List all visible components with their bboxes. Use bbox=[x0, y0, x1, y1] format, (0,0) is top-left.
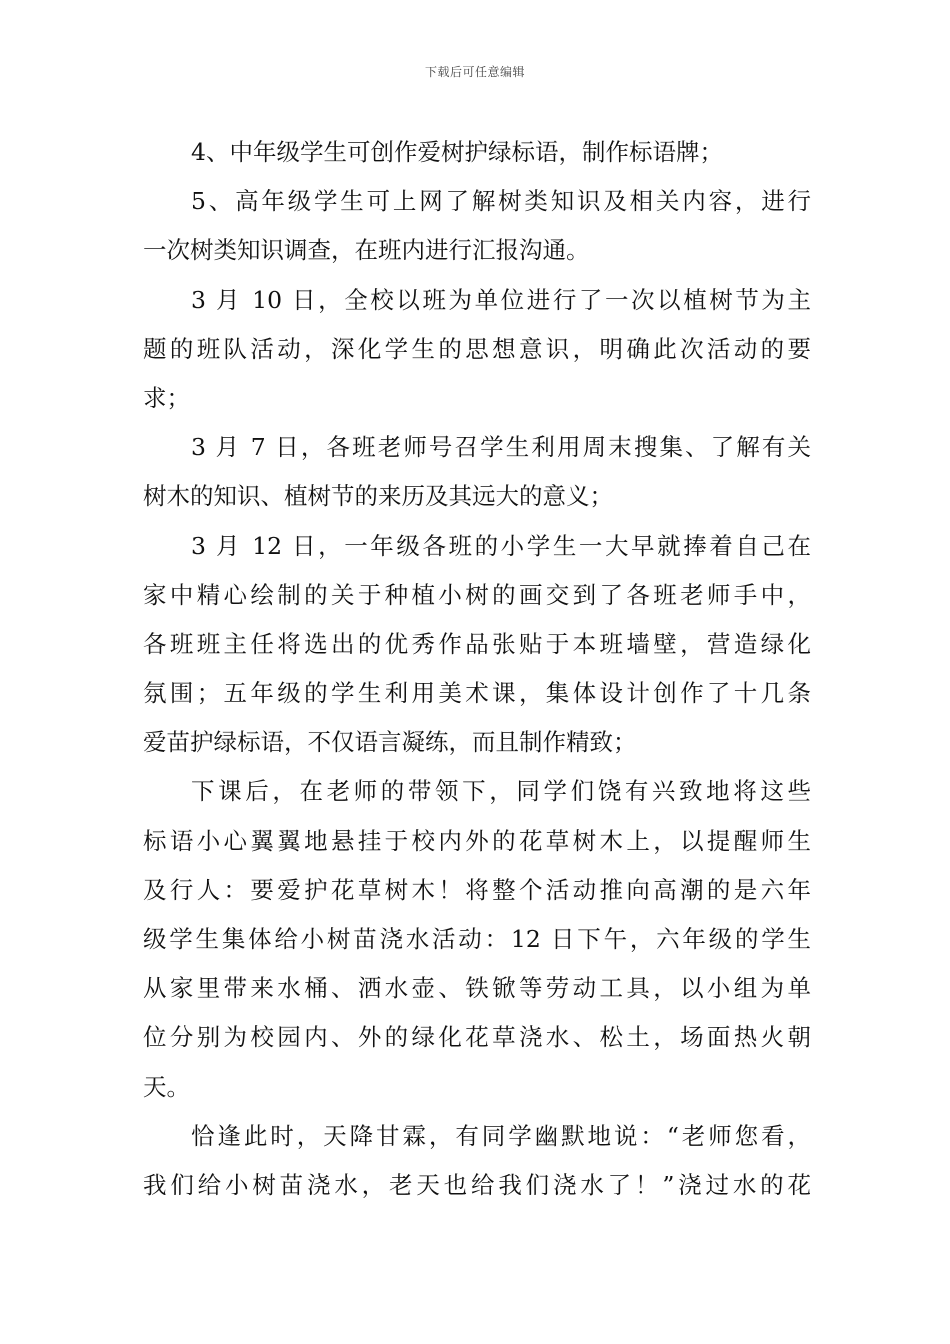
text-line: 爱苗护绿标语，不仅语言凝练，而且制作精致； bbox=[143, 728, 637, 757]
text-line: 位分别为校园内、外的绿化花草浇水、松土，场面热火朝 bbox=[143, 1023, 811, 1052]
text-line: 3 月 7 日，各班老师号召学生利用周末搜集、了解有关 bbox=[191, 433, 811, 462]
text-line: 恰逢此时，天降甘霖，有同学幽默地说：“老师您看， bbox=[191, 1121, 811, 1150]
text-line: 5、高年级学生可上网了解树类知识及相关内容，进行 bbox=[191, 187, 811, 216]
body-text bbox=[143, 128, 811, 1210]
text-line: 标语小心翼翼地悬挂于校内外的花草树木上，以提醒师生 bbox=[143, 826, 811, 855]
text-line: 3 月 10 日，全校以班为单位进行了一次以植树节为主 bbox=[191, 285, 811, 314]
text-line: 下课后，在老师的带领下，同学们饶有兴致地将这些 bbox=[191, 777, 811, 806]
text-line: 树木的知识、植树节的来历及其远大的意义； bbox=[143, 482, 613, 511]
text-line: 天。 bbox=[143, 1072, 190, 1101]
text-line: 我们给小树苗浇水，老天也给我们浇水了！”浇过水的花 bbox=[143, 1170, 811, 1199]
text-line: 从家里带来水桶、洒水壶、铁锨等劳动工具，以小组为单 bbox=[143, 974, 811, 1003]
page-header-note: 下载后可任意编辑 bbox=[424, 65, 525, 79]
text-line: 及行人：要爱护花草树木！将整个活动推向高潮的是六年 bbox=[143, 875, 811, 904]
text-line: 题的班队活动，深化学生的思想意识，明确此次活动的要 bbox=[143, 334, 811, 363]
text-line: 求； bbox=[143, 383, 190, 412]
text-line: 3 月 12 日，一年级各班的小学生一大早就捧着自己在 bbox=[191, 531, 811, 560]
text-line: 氛围；五年级的学生利用美术课，集体设计创作了十几条 bbox=[143, 679, 811, 708]
text-line: 4、中年级学生可创作爱树护绿标语，制作标语牌； bbox=[191, 138, 723, 166]
text-line: 级学生集体给小树苗浇水活动：12 日下午，六年级的学生 bbox=[143, 925, 811, 953]
text-line: 各班班主任将选出的优秀作品张贴于本班墙壁，营造绿化 bbox=[143, 629, 811, 658]
text-line: 一次树类知识调查，在班内进行汇报沟通。 bbox=[143, 236, 590, 265]
text-line: 家中精心绘制的关于种植小树的画交到了各班老师手中， bbox=[143, 580, 811, 609]
